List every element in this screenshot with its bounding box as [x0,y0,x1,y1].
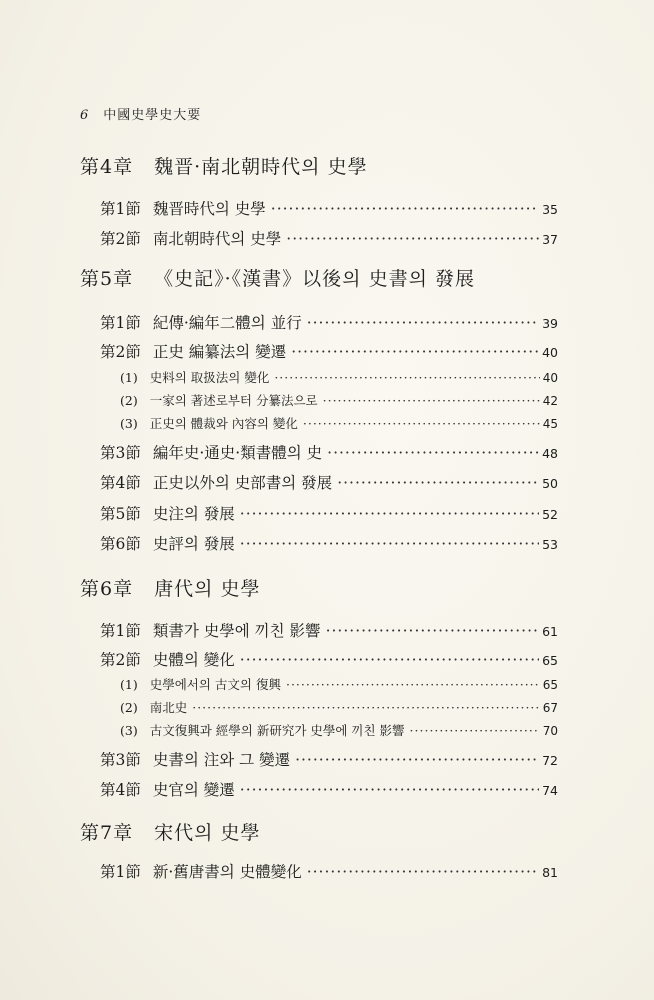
chapter-heading [80,152,368,179]
toc-section[interactable] [100,441,558,463]
chapter-heading [80,574,261,601]
section-number: 第6節 [100,535,141,553]
section-title: 類書가 史學에 끼친 影響 [152,622,321,640]
section-page: 74 [542,783,558,798]
section-number: 第2節 [100,230,141,248]
toc-section[interactable] [100,340,558,362]
toc-subsection[interactable] [120,414,558,432]
dot-leader [307,314,539,332]
toc-section[interactable] [100,197,558,219]
section-title: 紀傳·編年二體의 並行 [152,314,302,332]
toc-section[interactable] [100,748,558,770]
section-number: 第3節 [100,751,141,769]
section-number: 第4節 [100,781,141,799]
section-number: 第1節 [100,863,141,881]
dot-leader [240,505,539,523]
chapter-label: 第6章 [80,578,134,600]
dot-leader [291,343,539,361]
section-title: 史書의 注와 그 變遷 [152,751,291,769]
dot-leader [192,700,539,715]
subsection-number: (3) [120,723,138,738]
chapter-label: 第5章 [80,268,134,290]
toc-section[interactable] [100,502,558,524]
dot-leader [326,622,540,640]
section-number: 第4節 [100,474,141,492]
section-title: 史體의 變化 [152,651,235,669]
section-number: 第2節 [100,651,141,669]
section-page: 35 [542,202,558,217]
subsection-number: (2) [120,700,138,715]
dot-leader [337,474,539,492]
dot-leader [295,751,539,769]
section-page: 39 [542,316,558,331]
subsection-page: 65 [542,678,558,692]
section-number: 第1節 [100,622,141,640]
subsection-number: (3) [120,416,138,431]
dot-leader [274,370,539,385]
section-title: 史注의 發展 [152,505,235,523]
section-page: 52 [542,507,558,522]
toc-section[interactable] [100,619,558,641]
running-head [80,104,201,123]
subsection-number: (1) [120,677,138,692]
toc-subsection[interactable] [120,675,558,693]
subsection-title: 南北史 [149,700,188,715]
subsection-title: 一家의 著述로부터 分纂法으로 [149,393,318,408]
section-number: 第2節 [100,343,141,361]
toc-section[interactable] [100,778,558,800]
toc-subsection[interactable] [120,368,558,386]
chapter-title: 魏晋·南北朝時代의 史學 [154,156,368,178]
section-title: 正史 編纂法의 變遷 [152,343,287,361]
chapter-heading [80,264,475,291]
dot-leader [240,781,539,799]
dot-leader [271,200,539,218]
toc-section[interactable] [100,860,558,882]
subsection-page: 40 [542,371,558,385]
dot-leader [240,535,539,553]
section-page: 81 [542,865,558,880]
section-page: 72 [542,753,558,768]
dot-leader [323,393,540,408]
section-page: 37 [542,232,558,247]
section-number: 第1節 [100,200,141,218]
dot-leader [286,230,539,248]
subsection-page: 70 [542,724,558,738]
dot-leader [240,651,539,669]
dot-leader [286,677,540,692]
section-page: 50 [542,476,558,491]
chapter-title: 《史記》·《漢書》以後의 史書의 發展 [154,268,475,290]
subsection-title: 史學에서의 古文의 復興 [149,677,281,692]
section-title: 史官의 變遷 [152,781,235,799]
dot-leader [307,863,539,881]
section-title: 南北朝時代의 史學 [152,230,282,248]
section-title: 魏晋時代의 史學 [152,200,266,218]
subsection-title: 正史의 體裁와 內容의 變化 [149,416,298,431]
subsection-title: 史料의 取扱法의 變化 [149,370,270,385]
subsection-page: 42 [542,394,558,408]
subsection-number: (1) [120,370,138,385]
section-title: 史評의 發展 [152,535,235,553]
section-page: 53 [542,537,558,552]
toc-section[interactable] [100,648,558,670]
subsection-number: (2) [120,393,138,408]
subsection-title: 古文復興과 經學의 新研究가 史學에 끼친 影響 [149,723,405,738]
section-page: 61 [542,624,558,639]
toc-section[interactable] [100,471,558,493]
toc-section[interactable] [100,311,558,333]
subsection-page: 67 [542,701,558,715]
section-number: 第3節 [100,444,141,462]
toc-section[interactable] [100,532,558,554]
section-page: 65 [542,653,558,668]
dot-leader [303,416,540,431]
toc-section[interactable] [100,227,558,249]
toc-subsection[interactable] [120,721,558,739]
section-page: 40 [542,345,558,360]
book-title: 中國史學史大要 [103,108,202,123]
chapter-label: 第7章 [80,822,134,844]
dot-leader [410,723,540,738]
chapter-title: 唐代의 史學 [154,578,261,600]
section-title: 編年史·通史·類書體의 史 [152,444,323,462]
toc-subsection[interactable] [120,698,558,716]
subsection-page: 45 [542,417,558,431]
page-number: 6 [80,108,90,123]
section-title: 正史以外의 史部書의 發展 [152,474,333,492]
section-title: 新·舊唐書의 史體變化 [152,863,302,881]
chapter-title: 宋代의 史學 [154,822,261,844]
chapter-label: 第4章 [80,156,134,178]
section-number: 第1節 [100,314,141,332]
toc-subsection[interactable] [120,391,558,409]
section-page: 48 [542,446,558,461]
chapter-heading [80,818,261,845]
dot-leader [327,444,539,462]
section-number: 第5節 [100,505,141,523]
